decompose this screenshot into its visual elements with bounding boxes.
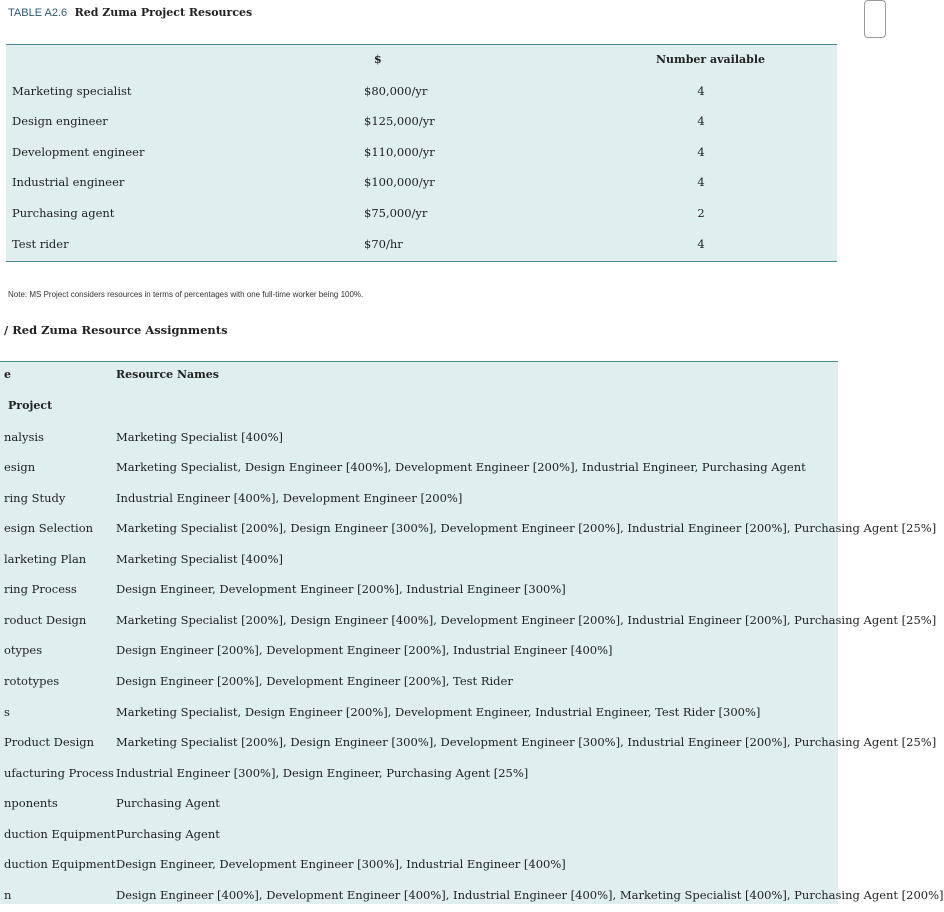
resource-cost: $75,000/yr (364, 206, 428, 220)
table-row (0, 515, 937, 545)
resource-names: Marketing Specialist, Design Engineer [200%], Development Engineer, Industrial Engineer, Test Rider [300%] (116, 705, 761, 719)
resource-available: 4 (697, 145, 705, 159)
header-available: Number available (656, 53, 766, 66)
table-row (0, 393, 838, 423)
task-name: ring Study (4, 491, 66, 505)
resource-names: Purchasing Agent (116, 827, 220, 841)
assignments-header-row (0, 362, 838, 392)
task-name: Project (8, 399, 53, 412)
table-row (0, 607, 937, 637)
header-resources: Resource Names (116, 368, 220, 381)
task-name: ufacturing Process (4, 766, 114, 780)
task-name: nalysis (4, 430, 44, 444)
resources-header-row (6, 45, 837, 75)
table-row (0, 637, 838, 667)
task-name: rototypes (4, 674, 60, 688)
table-row (6, 106, 837, 136)
table-row (0, 790, 838, 820)
task-name: n (4, 888, 12, 902)
header-task: e (4, 368, 11, 381)
resource-names: Design Engineer, Development Engineer [200%], Industrial Engineer [300%] (116, 582, 566, 596)
resource-names: Marketing Specialist, Design Engineer [400%], Development Engineer [200%], Industrial Engineer, Purchasing Agent (116, 460, 806, 474)
assignments-table (0, 361, 944, 904)
table-row (0, 821, 838, 851)
table-row (6, 167, 837, 197)
resource-cost: $100,000/yr (364, 175, 435, 189)
resource-name: Test rider (12, 237, 69, 251)
resources-table (6, 44, 837, 262)
task-name: Product Design (4, 735, 95, 749)
task-name: larketing Plan (4, 552, 87, 566)
task-name: otypes (4, 643, 43, 657)
task-name: esign (4, 460, 36, 474)
table-row (0, 851, 838, 881)
table-row (6, 198, 837, 228)
table-row (0, 454, 838, 484)
resource-name: Industrial engineer (12, 175, 125, 189)
resource-available: 4 (697, 114, 705, 128)
resources-table-title: Red Zuma Project Resources (74, 6, 253, 19)
resource-names: Marketing Specialist [400%] (116, 430, 284, 444)
resource-available: 4 (697, 84, 705, 98)
task-name: nponents (4, 796, 58, 810)
resource-names: Purchasing Agent (116, 796, 220, 810)
caption-cut-mark: / (4, 323, 13, 337)
task-name: roduct Design (4, 613, 87, 627)
assignments-table-title: Red Zuma Resource Assignments (12, 323, 228, 337)
resource-cost: $70/hr (364, 237, 403, 251)
task-name: esign Selection (4, 521, 94, 535)
table-note: Note: MS Project considers resources in terms of percentages with one full-time worker being 100%. (8, 290, 364, 299)
table-row (6, 76, 837, 106)
table-number: TABLE A2.6 (8, 7, 68, 19)
table-row (0, 760, 838, 790)
resource-names: Design Engineer [200%], Development Engineer [200%], Test Rider (116, 674, 513, 688)
resource-names: Design Engineer [200%], Development Engineer [200%], Industrial Engineer [400%] (116, 643, 613, 657)
resource-names: Marketing Specialist [200%], Design Engineer [300%], Development Engineer [200%], Industrial Engineer [200%], Purchasing Agent [25%] (116, 521, 937, 535)
table-row (0, 576, 838, 606)
resource-name: Development engineer (12, 145, 145, 159)
table-row (0, 668, 838, 698)
resource-available: 2 (697, 206, 705, 220)
task-name: ring Process (4, 582, 77, 596)
resource-names: Design Engineer, Development Engineer [300%], Industrial Engineer [400%] (116, 857, 566, 871)
table-row (0, 882, 944, 912)
resource-name: Design engineer (12, 114, 108, 128)
resource-names: Design Engineer [400%], Development Engineer [400%], Industrial Engineer [400%], Marketing Specialist [400%], Purchasing Agent [200%] (116, 888, 944, 902)
table-row (0, 546, 838, 576)
resource-name: Marketing specialist (12, 84, 132, 98)
table-row (0, 729, 937, 759)
table-row (0, 424, 838, 454)
table-row (6, 229, 837, 259)
task-name: duction Equipment (4, 827, 116, 841)
resource-names: Marketing Specialist [200%], Design Engineer [300%], Development Engineer [300%], Industrial Engineer [200%], Purchasing Agent [25%] (116, 735, 937, 749)
task-name: duction Equipment (4, 857, 116, 871)
table-row (0, 485, 838, 515)
table-row (6, 137, 837, 167)
task-name: s (4, 705, 10, 719)
resource-available: 4 (697, 175, 705, 189)
resource-available: 4 (697, 237, 705, 251)
assignments-table-caption (4, 323, 228, 337)
resource-cost: $110,000/yr (364, 145, 435, 159)
table-row (0, 699, 838, 729)
resource-names: Industrial Engineer [300%], Design Engineer, Purchasing Agent [25%] (116, 766, 529, 780)
resource-names: Marketing Specialist [200%], Design Engineer [400%], Development Engineer [200%], Industrial Engineer [200%], Purchasing Agent [25%] (116, 613, 937, 627)
edge-input-box[interactable] (864, 0, 886, 38)
header-cost: $ (374, 53, 382, 66)
resource-names: Industrial Engineer [400%], Development Engineer [200%] (116, 491, 463, 505)
resource-cost: $125,000/yr (364, 114, 435, 128)
resource-cost: $80,000/yr (364, 84, 428, 98)
resource-names: Marketing Specialist [400%] (116, 552, 284, 566)
resources-table-caption (8, 6, 252, 19)
resource-name: Purchasing agent (12, 206, 115, 220)
